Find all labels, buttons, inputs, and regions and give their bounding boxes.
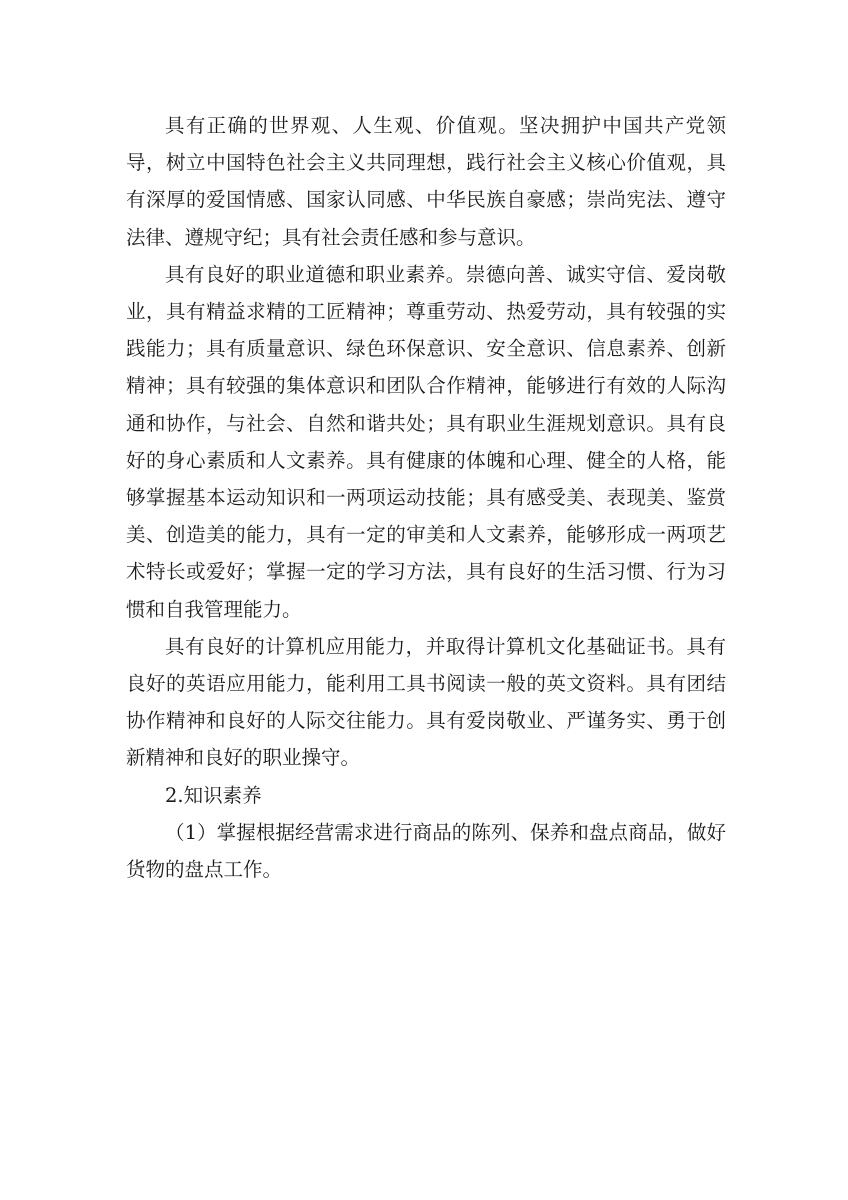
paragraph-ideology: 具有正确的世界观、人生观、价值观。坚决拥护中国共产党领导，树立中国特色社会主义共同理想，践行社会主义核心价值观，具有深厚的爱国情感、国家认同感、中华民族自豪感；崇尚宪法、遵守法律、遵规守纪；具有社会责任感和参与意识。 [126, 114, 726, 249]
document-page [126, 107, 726, 888]
list-item-1: （1）掌握根据经营需求进行商品的陈列、保养和盘点商品，做好货物的盘点工作。 [126, 820, 726, 882]
section-heading-knowledge: 2.知识素养 [165, 783, 262, 807]
paragraph-computer-english: 具有良好的计算机应用能力，并取得计算机文化基础证书。具有良好的英语应用能力，能利用工具书阅读一般的英文资料。具有团结协作精神和良好的人际交往能力。具有爱岗敬业、严谨务实、勇于创新精神和良好的职业操守。 [126, 634, 726, 770]
paragraph-professional-ethics: 具有良好的职业道德和职业素养。崇德向善、诚实守信、爱岗敬业，具有精益求精的工匠精神；尊重劳动、热爱劳动，具有较强的实践能力；具有质量意识、绿色环保意识、安全意识、信息素养、创新精神；具有较强的集体意识和团队合作精神，能够进行有效的人际沟通和协作，与社会、自然和谐共处；具有职业生涯规划意识。具有良好的身心素质和人文素养。具有健康的体魄和心理、健全的人格，能够掌握基本运动知识和一两项运动技能；具有感受美、表现美、鉴赏美、创造美的能力，具有一定的审美和人文素养，能够形成一两项艺术特长或爱好；掌握一定的学习方法，具有良好的生活习惯、行为习惯和自我管理能力。 [126, 262, 726, 621]
